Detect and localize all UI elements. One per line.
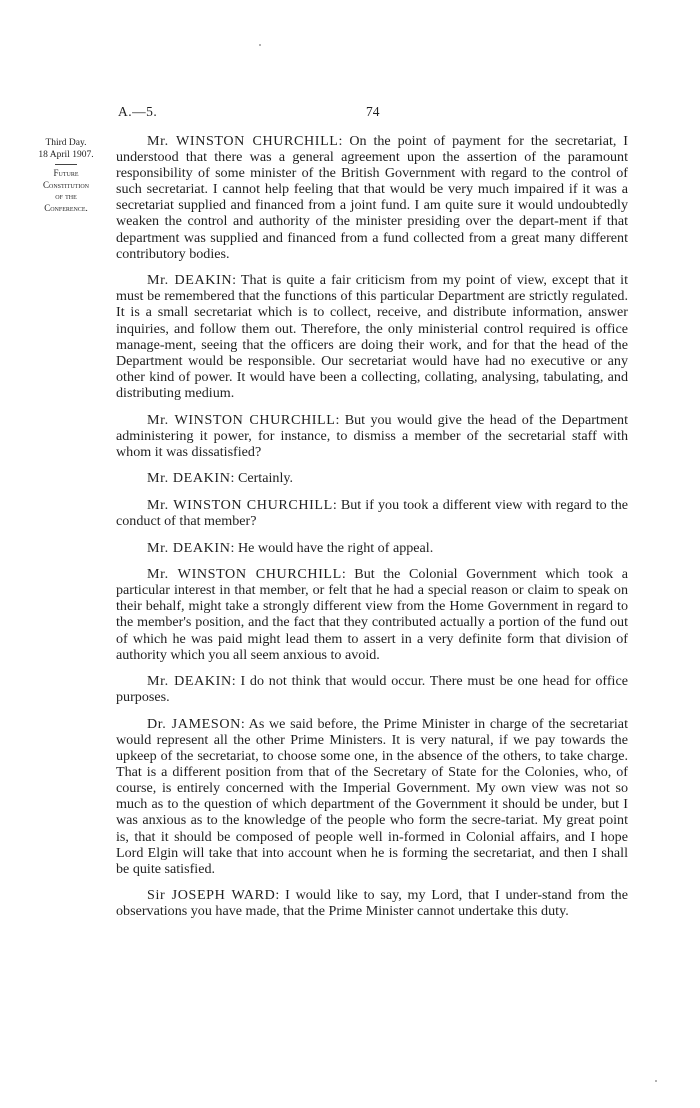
paragraph <box>116 673 628 705</box>
document-reference: A.—5. <box>118 104 158 119</box>
speaker-name: Sir JOSEPH WARD <box>147 887 276 904</box>
paragraph <box>116 497 628 529</box>
paragraph-text: : He would have the right of appeal. <box>230 539 434 556</box>
paragraph <box>116 272 628 401</box>
paragraph-text: : But you would give the head of the Department administering it power, for instance, to dismiss a member of the secretarial staff with whom it was dissatisfied? <box>116 411 629 460</box>
speaker-name: Mr. WINSTON CHURCHILL <box>147 133 339 149</box>
paragraph <box>116 470 628 486</box>
speaker-name: Mr. WINSTON CHURCHILL <box>147 411 336 428</box>
speaker-name: Mr. DEAKIN <box>147 470 231 487</box>
speck <box>259 44 261 46</box>
paragraph-text: : I would like to say, my Lord, that I under-stand from the observations you have made, that the Prime Minister cannot undertake this duty. <box>116 887 628 920</box>
paragraph <box>116 412 628 460</box>
margin-topic-line: Constitution <box>43 179 89 190</box>
paragraph <box>116 540 628 556</box>
margin-date: 18 April 1907. <box>38 150 94 160</box>
margin-topic-line: of the <box>55 191 77 201</box>
speaker-name: Mr. WINSTON CHURCHILL <box>147 496 333 513</box>
paragraph-text: : Certainly. <box>230 470 294 487</box>
margin-topic-line: Future <box>53 168 79 178</box>
margin-rule <box>55 164 77 165</box>
speaker-name: Mr. DEAKIN <box>147 673 232 690</box>
paragraph <box>116 566 628 663</box>
speaker-name: Mr. DEAKIN <box>147 272 233 289</box>
page-header <box>118 104 628 122</box>
paragraph <box>116 716 628 877</box>
paragraph-text: : I do not think that would occur. There must be one head for office purposes. <box>116 673 628 706</box>
body-text <box>116 133 628 930</box>
paragraph <box>116 133 628 262</box>
page-number: 74 <box>366 104 380 119</box>
paragraph-text: : But if you took a different view with regard to the conduct of that member? <box>116 496 629 529</box>
paragraph-text: : As we said before, the Prime Minister in charge of the secretariat would represent all the other Prime Ministers. It is very natural, if we pay towards the upkeep of the secretariat, to choose some one, in the absence of the others, to take charge. That is a different position from that of the Secretary of State for the Colonies, who, of course, is entirely concerned with the Imperial Government. My own view was not so much as to the question of which department of the Government it should be under, but I was anxious as to the knowledge of the people who form the secre-tariat. My great point is, that it should be composed of people well in-formed in Colonial affairs, and I hope Lord Elgin will take that into account when he is forming the secretariat, and then I shall be quite satisfied. <box>116 715 628 877</box>
speaker-name: Mr. DEAKIN <box>147 539 231 556</box>
speaker-name: Dr. JAMESON <box>147 715 241 732</box>
paragraph-text: : That is quite a fair criticism from my point of view, except that it must be remembered that the functions of this particular Department are strictly regulated. It is a small secretariat which is to collect, receive, and distribute information, answer inquiries, and follow them out. Therefore, the only ministerial control required is office manage-ment, seeing that the officers are doing their work, and for that the head of the Department would be responsible. Our secretariat would have had no executive or any other kind of power. It would have been a collecting, collating, analysing, tabulating, and distributing medium. <box>116 272 628 401</box>
paragraph-text: : But the Colonial Government which took a particular interest in that member, or felt that he had a special reason or claim to speak on their behalf, might take a strongly different view from the Home Government in regard to the member's position, and the fact that they contributed actually a portion of the fund out of which he was paid might lead them to assert in a very definite form that division of authority which you all seem anxious to avoid. <box>116 566 628 663</box>
speck <box>655 1080 657 1082</box>
paragraph <box>116 887 628 919</box>
margin-note <box>20 137 112 214</box>
margin-topic-line: Conference. <box>44 202 88 213</box>
paragraph-text: : On the point of payment for the secretariat, I understood that there was a general agreement upon the assertion of the paramount responsibility of some minister of the British Government with regard to the control of such secretariat. I cannot help feeling that that would be very much impaired if it was a secretariat supplied and financed from a joint fund. I am quite sure it would undoubtedly weaken the control and authority of the minister presiding over the depart-ment if that department was supplied and financed from a fund collected from a great many different contributory bodies. <box>116 133 629 262</box>
margin-day: Third Day. <box>45 138 87 148</box>
speaker-name: Mr. WINSTON CHURCHILL <box>147 566 342 583</box>
